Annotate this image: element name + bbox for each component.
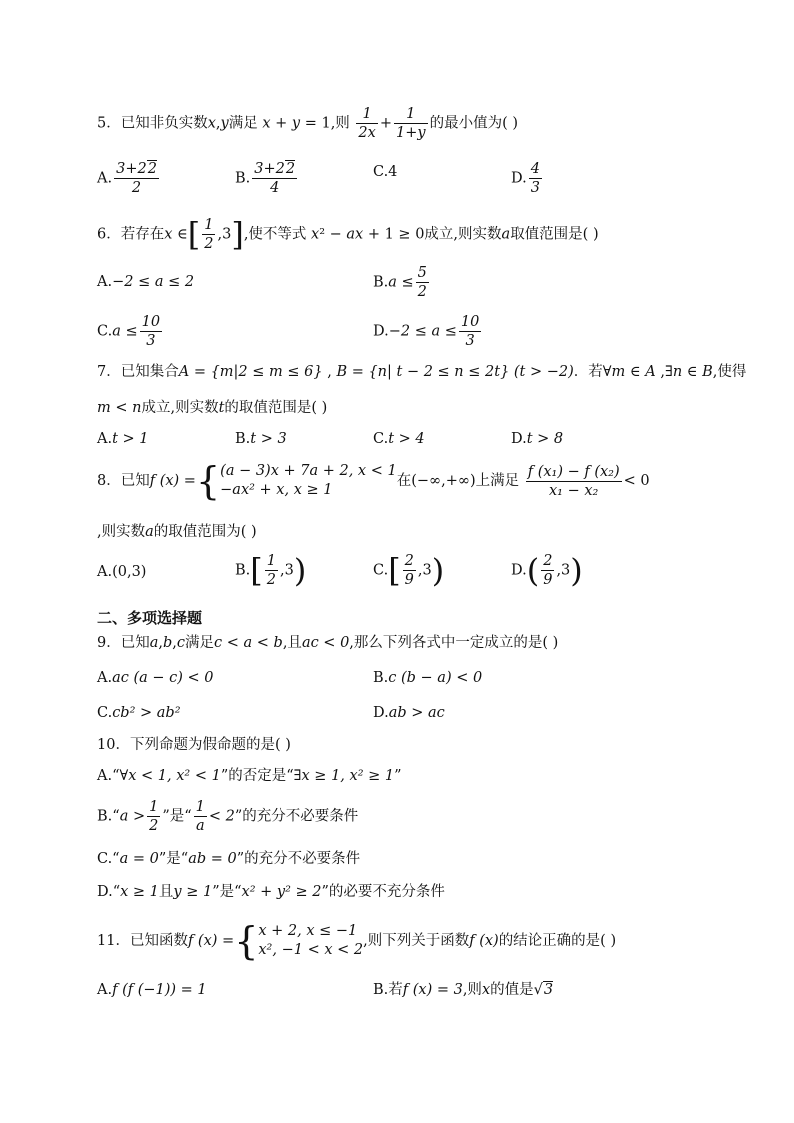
q11-option-a: A.f (f (−1)) = 1 [97, 982, 207, 998]
section-title-multi: 二、多项选择题 [97, 609, 203, 627]
q10-option-a: A.“∀x < 1, x² < 1”的否定是“∃x ≥ 1, x² ≥ 1” [97, 768, 402, 784]
question-8: 8．已知f (x) ={(a − 3)x + 7a + 2, x < 1 −ax² + x, x ≥ 1在(−∞,+∞)上满足 $\frac{\text{f (x₁) − f (x₂)}}{\text{x₁ − x₂}}$ < 0 [97, 459, 650, 503]
q9-option-c: C.cb² > ab² [97, 705, 181, 721]
q10-option-d: D.“x ≥ 1且y ≥ 1”是“x² + y² ≥ 2”的必要不充分条件 [97, 884, 445, 900]
question-8-line2: ,则实数a的取值范围为( ) [97, 524, 257, 540]
q9-option-a: A.ac (a − c) < 0 [97, 670, 214, 686]
q8-option-b: B.[ $\frac{1}{2}$ ,3) [235, 551, 307, 590]
q6-option-d: D.−2 ≤ a ≤ $\frac{10}{3}$ [373, 314, 480, 349]
question-9: 9．已知a,b,c满足c < a < b,且ac < 0,那么下列各式中一定成立的是( ) [97, 635, 559, 651]
q5-option-d: D. $\frac{4}{3}$ [511, 161, 540, 196]
q10-option-c: C.“a = 0”是“ab = 0”的充分不必要条件 [97, 851, 361, 867]
question-5: 5．已知非负实数x,y满足 x + y = 1,则 $\frac{1}{2x}$ + $\frac{1}{1+y}$ 的最小值为( ) [97, 106, 519, 141]
q7-option-d: D.t > 8 [511, 431, 564, 447]
q5-option-c: C.4 [373, 164, 398, 180]
q6-option-c: C.a ≤ $\frac{10}{3}$ [97, 314, 161, 349]
q10-option-b: B.“a > $\frac{1}{2}$ ”是“ $\frac{1}{a}$ < 2”的充分不必要条件 [97, 799, 359, 834]
q9-option-d: D.ab > ac [373, 705, 445, 721]
question-11: 11．已知函数f (x) ={x + 2, x ≤ −1 x², −1 < x < 2,则下列关于函数f (x)的结论正确的是( ) [97, 919, 617, 963]
q7-option-a: A.t > 1 [97, 431, 149, 447]
q9-option-b: B.c (b − a) < 0 [373, 670, 483, 686]
q8-option-c: C.[ $\frac{2}{9}$ ,3) [373, 551, 445, 590]
question-7-line2: m < n成立,则实数t的取值范围是( ) [97, 400, 328, 416]
q7-option-c: C.t > 4 [373, 431, 425, 447]
q7-option-b: B.t > 3 [235, 431, 287, 447]
q5-option-a: A. $\frac{3+22}{2}$ [97, 161, 157, 196]
question-7: 7．已知集合A = {m|2 ≤ m ≤ 6} , B = {n| t − 2 ≤ n ≤ 2t} (t > −2)．若∀m ∈ A ,∃n ∈ B,使得 [97, 364, 747, 380]
q8-option-d: D.( $\frac{2}{9}$ ,3) [511, 551, 583, 590]
q5-option-b: B. $\frac{3+22}{4}$ [235, 161, 296, 196]
q6-option-b: B.a ≤ $\frac{5}{2}$ [373, 265, 427, 300]
q8-option-a: A.(0,3) [97, 564, 147, 580]
q6-option-a: A.−2 ≤ a ≤ 2 [97, 274, 195, 290]
question-10: 10．下列命题为假命题的是( ) [97, 737, 291, 753]
question-6: 6．若存在x ∈[ $\frac{1}{2}$ ,3],使不等式 x² − ax + 1 ≥ 0成立,则实数a取值范围是( ) [97, 215, 599, 254]
q11-option-b: B.若f (x) = 3,则x的值是√3 [373, 982, 554, 998]
